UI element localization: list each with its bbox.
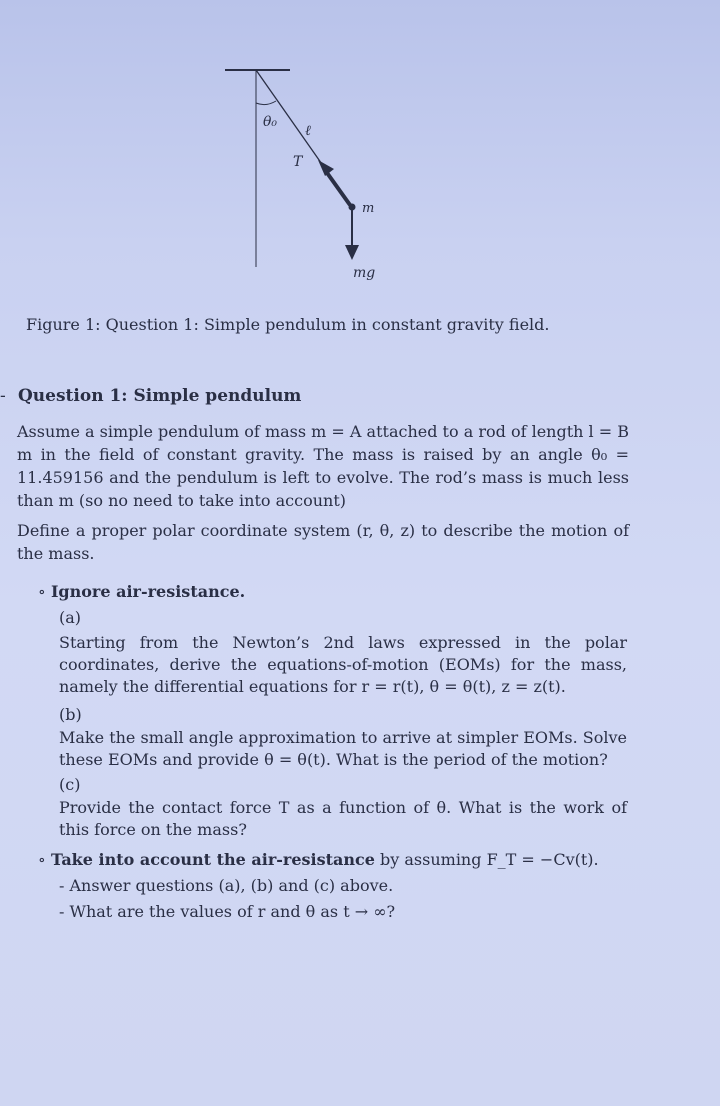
part2-item [38, 850, 599, 869]
part1-heading: Ignore air-resistance. [50, 582, 246, 601]
part-b-label: (b) [59, 705, 82, 724]
part-a-text: Starting from the Newton’s 2nd laws expressed in the polar coordinates, derive the equations-of-motion (EOMs) for the mass, namely the differential equations for r = r(t), θ = θ(t), z = z(t). [59, 633, 627, 696]
part-c-label: (c) [59, 775, 81, 794]
part-a-label: (a) [59, 608, 82, 627]
tension-label: T [293, 154, 303, 170]
figure-caption: Figure 1: Question 1: Simple pendulum in constant gravity field. [26, 315, 550, 334]
question-define: Define a proper polar coordinate system (r, θ, z) to describe the motion of the mass. [17, 521, 629, 563]
question-dash: - [0, 386, 6, 406]
part2-heading: Take into account the air-resistance [50, 850, 375, 869]
part2-heading-rest: by assuming F_T = −Cv(t). [374, 850, 599, 869]
weight-label: mg [353, 265, 376, 281]
bullet-circle-icon: ∘ [38, 582, 46, 601]
weight-arrowhead [345, 245, 359, 260]
mass-label: m [362, 201, 375, 216]
part2-line-2: - What are the values of r and θ as t → ∞? [59, 902, 396, 921]
pendulum-figure [200, 55, 460, 295]
length-label: ℓ [305, 123, 311, 139]
theta-label: θ₀ [263, 114, 278, 130]
question-intro: Assume a simple pendulum of mass m = A attached to a rod of length l = B m in the field of constant gravity. The mass is raised by an angle θ₀ = 11.459156 and the pendulum is left to evolve. The rod’s mass is much less than m (so no need to take into account) [17, 422, 629, 510]
part-c-text: Provide the contact force T as a function of θ. What is the work of this force on the mass? [59, 798, 627, 839]
tension-arrow [325, 170, 350, 205]
angle-arc [256, 101, 276, 105]
part-b-text: Make the small angle approximation to arrive at simpler EOMs. Solve these EOMs and provide θ = θ(t). What is the period of the motion? [59, 728, 627, 769]
bullet-circle-icon: ∘ [38, 850, 46, 869]
question-title: Question 1: Simple pendulum [18, 386, 302, 406]
part2-line-1: - Answer questions (a), (b) and (c) above. [59, 876, 394, 895]
part1-item [38, 582, 245, 601]
tension-arrowhead [318, 160, 334, 176]
